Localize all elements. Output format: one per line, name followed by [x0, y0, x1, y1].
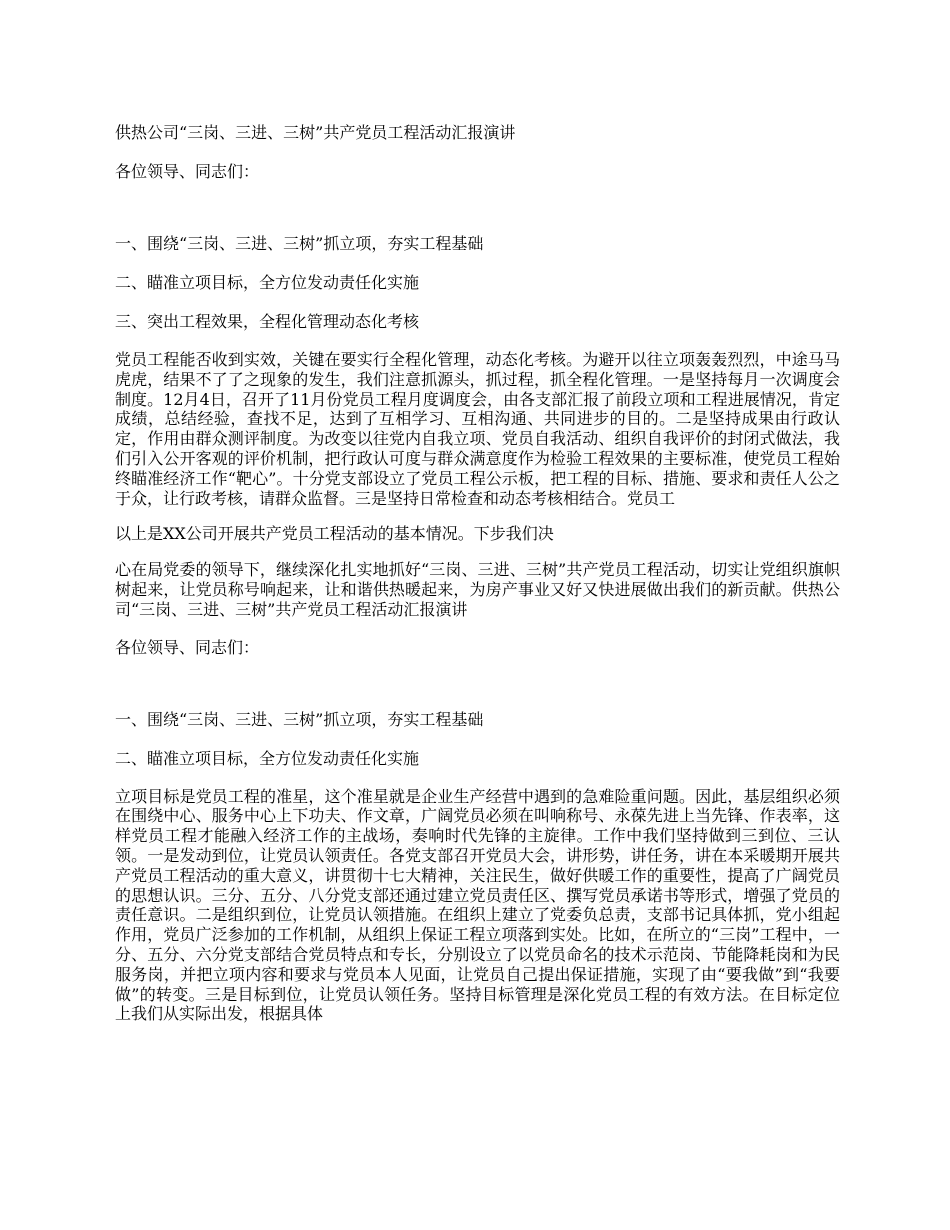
section-heading-2: 二、瞄准立项目标，全方位发动责任化实施: [115, 748, 420, 768]
section-heading-3: 三、突出工程效果，全程化管理动态化考核: [115, 312, 420, 331]
salutation: 各位领导、同志们：: [115, 637, 260, 657]
spacer: [115, 770, 840, 787]
spacer: [115, 508, 840, 524]
body-paragraph: 心在局党委的领导下，继续深化扎实地抓好“三岗、三进、三树”共产党员工程活动，切实让党组织旗帜树起来，让党员称号响起来，让和谐供热暖起来，为房产事业又好又快进展做出我们的新贡献。供热公司“三岗、三进、三树”共产党员工程活动汇报演讲: [115, 560, 840, 619]
section-heading-1: 一、围绕“三岗、三进、三树”抓立项，夯实工程基础: [115, 234, 484, 253]
spacer: [115, 620, 840, 637]
spacer: [115, 544, 840, 560]
salutation: 各位领导、同志们：: [115, 162, 260, 181]
doc-title: 供热公司“三岗、三进、三树”共产党员工程活动汇报演讲: [115, 123, 516, 142]
body-paragraph: 以上是XX公司开展共产党员工程活动的基本情况。下步我们决: [115, 524, 554, 544]
spacer: [115, 333, 840, 350]
spacer: [115, 255, 840, 272]
spacer: [115, 144, 840, 161]
spacer: [115, 294, 840, 311]
section-heading-1: 一、围绕“三岗、三进、三树”抓立项，夯实工程基础: [115, 709, 484, 729]
body-paragraph: 立项目标是党员工程的准星，这个准星就是企业生产经营中遇到的急难险重问题。因此，基层组织必须在围绕中心、服务中心上下功夫、作文章，广阔党员必须在叫响称号、永葆先进上当先锋、作表率，这样党员工程才能融入经济工作的主战场，奏响时代先锋的主旋律。工作中我们坚持做到三到位、三认领。一是发动到位，让党员认领责任。各党支部召开党员大会，讲形势，讲任务，讲在本采暖期开展共产党员工程活动的重大意义，讲贯彻十七大精神，关注民生，做好供暖工作的重要性，提高了广阔党员的思想认识。三分、五分、八分党支部还通过建立党员责任区、撰写党员承诺书等形式，增强了党员的责任意识。二是组织到位，让党员认领措施。在组织上建立了党委负总责，支部书记具体抓，党小组起作用，党员广泛参加的工作机制，从组织上保证工程立项落到实处。比如，在所立的“三岗”工程中，一分、五分、六分党支部结合党员特点和专长，分别设立了以党员命名的技术示范岗、节能降耗岗和为民服务岗，并把立项内容和要求与党员本人见面，让党员自己提出保证措施，实现了由“要我做”到“我要做”的转变。三是目标到位，让党员认领任务。坚持目标管理是深化党员工程的有效方法。在目标定位上我们从实际出发，根据具体: [115, 786, 840, 1024]
document-page: [115, 122, 840, 1024]
spacer: [115, 183, 840, 233]
body-paragraph: 党员工程能否收到实效，关键在要实行全程化管理，动态化考核。为避开以往立项轰轰烈烈，中途马马虎虎，结果不了了之现象的发生，我们注意抓源头，抓过程，抓全程化管理。一是坚持每月一次调度会制度。12月4日，召开了11月份党员工程月度调度会，由各支部汇报了前段立项和工程进展情况，肯定成绩，总结经验，查找不足，达到了互相学习、互相沟通、共同进步的目的。二是坚持成果由行政认定，作用由群众测评制度。为改变以往党内自我立项、党员自我活动、组织自我评价的封闭式做法，我们引入公开客观的评价机制，把行政认可度与群众满意度作为检验工程效果的主要标准，使党员工程始终瞄准经济工作“靶心”。十分党支部设立了党员工程公示板，把工程的目标、措施、要求和责任人公之于众，让行政考核，请群众监督。三是坚持日常检查和动态考核相结合。党员工: [115, 350, 840, 508]
spacer: [115, 659, 840, 709]
section-heading-2: 二、瞄准立项目标，全方位发动责任化实施: [115, 273, 420, 292]
spacer: [115, 731, 840, 748]
